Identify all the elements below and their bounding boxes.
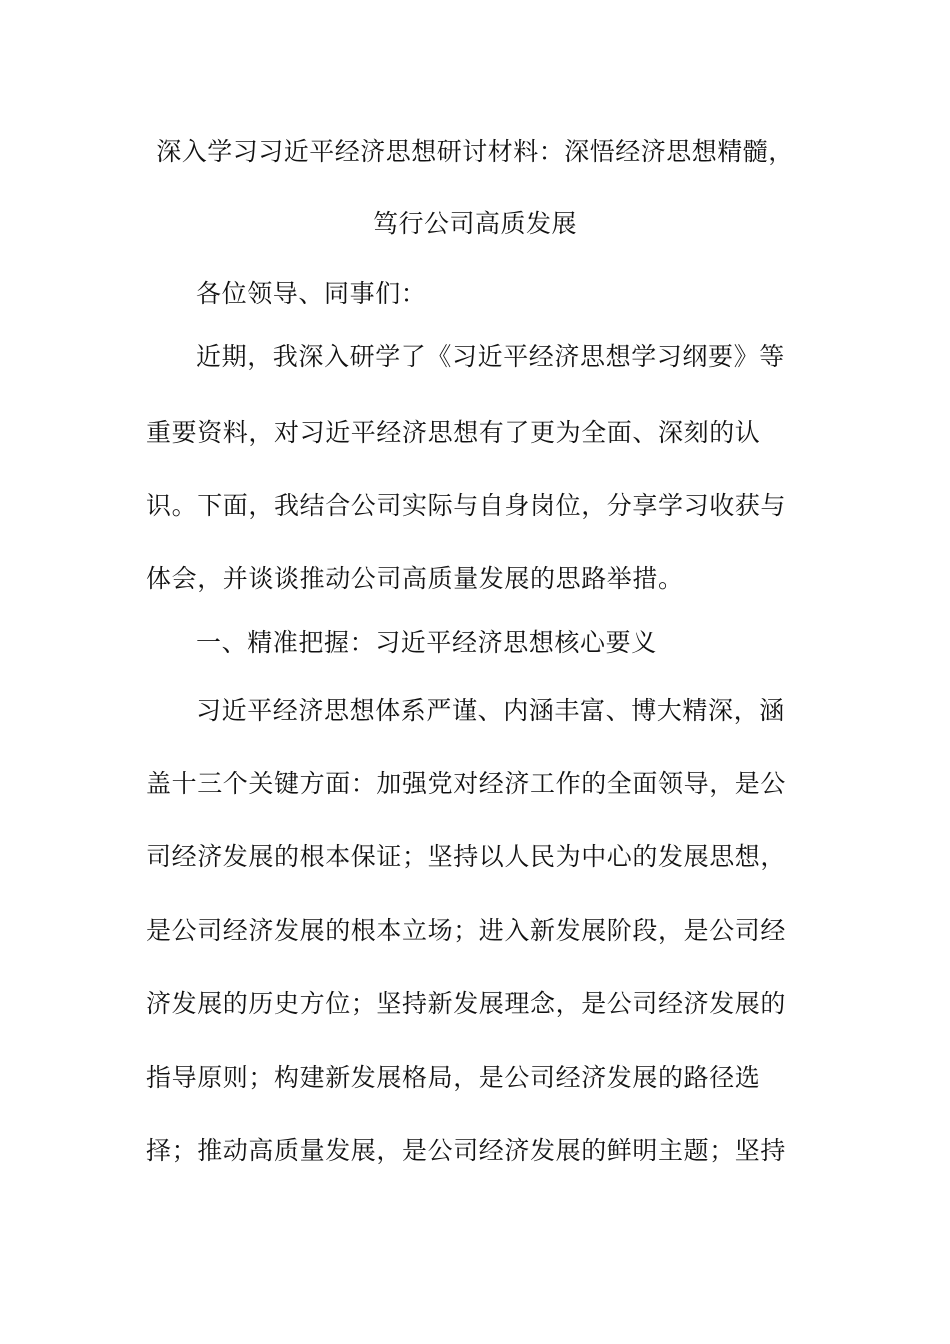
intro-line-4: 体会，并谈谈推动公司高质量发展的思路举措。	[146, 564, 684, 593]
body-line-1: 习近平经济思想体系严谨、内涵丰富、博大精深，涵	[196, 696, 785, 725]
document-title-line-1: 深入学习习近平经济思想研讨材料：深悟经济思想精髓，	[156, 137, 794, 166]
body-line-3: 司经济发展的根本保证；坚持以人民为中心的发展思想，	[146, 842, 787, 871]
intro-line-1: 近期，我深入研学了《习近平经济思想学习纲要》等	[196, 342, 785, 371]
section-heading: 一、精准把握：习近平经济思想核心要义	[196, 628, 657, 657]
body-line-7: 择；推动高质量发展，是公司经济发展的鲜明主题；坚持	[146, 1136, 787, 1165]
intro-line-3: 识。下面，我结合公司实际与自身岗位，分享学习收获与	[146, 491, 787, 520]
body-line-4: 是公司经济发展的根本立场；进入新发展阶段，是公司经	[146, 916, 787, 945]
document-title-line-2: 笃行公司高质发展	[372, 209, 577, 238]
salutation: 各位领导、同事们：	[196, 279, 427, 308]
body-line-2: 盖十三个关键方面：加强党对经济工作的全面领导，是公	[146, 769, 787, 798]
intro-line-2: 重要资料，对习近平经济思想有了更为全面、深刻的认	[146, 418, 761, 447]
body-line-5: 济发展的历史方位；坚持新发展理念，是公司经济发展的	[146, 989, 787, 1018]
body-line-6: 指导原则；构建新发展格局，是公司经济发展的路径选	[146, 1063, 761, 1092]
